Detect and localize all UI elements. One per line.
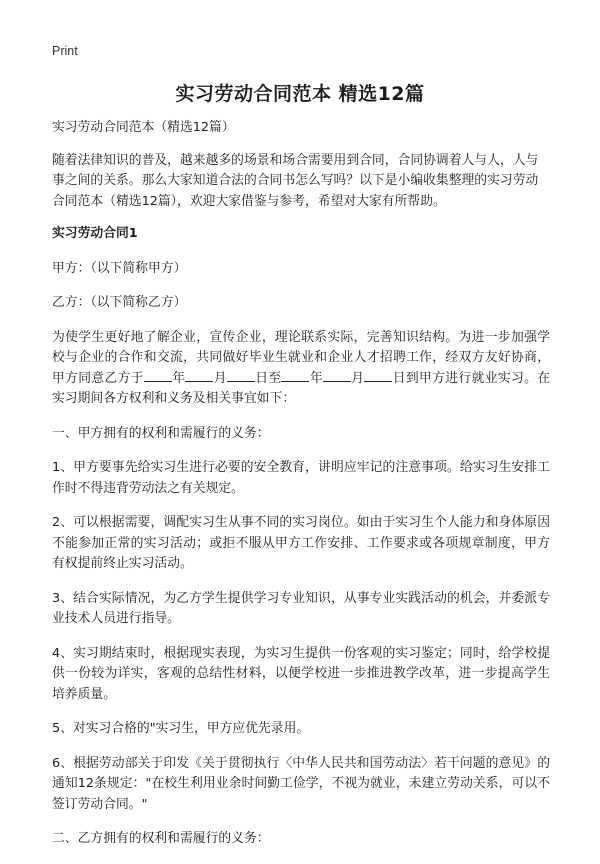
blank-field	[144, 369, 172, 382]
month-label: 月	[350, 370, 365, 386]
month-label: 月	[213, 370, 227, 386]
section-heading: 实习劳动合同1	[52, 226, 138, 241]
year-label: 年	[309, 370, 323, 386]
blank-field	[364, 369, 392, 382]
purpose-paragraph	[52, 328, 550, 410]
purpose-text-end: 日到甲方进行就业实习。在实习期间各方权利和义务及相关事宜如下：	[52, 370, 551, 406]
blank-field	[227, 369, 255, 382]
clause-1: 1、甲方要事先给实习生进行必要的安全教育，讲明应牢记的注意事项。给实习生安排工作时不得违背劳动法之有关规定。	[52, 460, 550, 496]
clause-2: 2、可以根据需要，调配实习生从事不同的实习岗位。如由于实习生个人能力和身体原因不能参加正常的实习活动；或拒不服从甲方工作安排、工作要求或各项规章制度，甲方有权提前终止实习活动。	[52, 515, 550, 571]
party-a-line: 甲方：（以下简称甲方）	[52, 260, 187, 276]
blank-field	[185, 369, 213, 382]
document-subtitle: 实习劳动合同范本（精选12篇）	[52, 120, 235, 135]
purpose-text-start: 为使学生更好地了解企业，宣传企业，理论联系实际，完善知识结构。为进一步加强学校与企业的合作和交流，共同做好毕业生就业和企业人才招聘工作，经双方友好协商，甲方同意乙方于	[52, 329, 550, 386]
day-label: 日至	[254, 370, 282, 386]
blank-field	[281, 369, 309, 382]
page-title: 实习劳动合同范本 精选12篇	[175, 83, 425, 105]
clause-4: 4、实习期结束时，根据现实表现，为实习生提供一份客观的实习鉴定；同时，给学校提供一份较为详实，客观的总结性材料，以便学校进一步推进教学改革，进一步提高学生培养质量。	[52, 645, 550, 702]
document-body	[52, 118, 550, 864]
party-a-obligations-heading: 一、甲方拥有的权利和需履行的义务：	[52, 425, 270, 441]
year-label: 年	[171, 370, 186, 386]
clause-3: 3、结合实际情况，为乙方学生提供学习专业知识，从事专业实践活动的机会，并委派专业技术人员进行指导。	[52, 590, 550, 626]
blank-field	[323, 369, 351, 382]
party-b-line: 乙方：（以下简称乙方）	[52, 295, 187, 310]
party-b-obligations-heading: 二、乙方拥有的权利和需履行的义务：	[52, 831, 270, 846]
print-link[interactable]: Print	[52, 44, 78, 58]
clause-5: 5、对实习合格的"实习生，甲方应优先录用。	[52, 721, 310, 736]
intro-paragraph: 随着法律知识的普及，越来越多的场景和场合需要用到合同，合同协调着人与人，人与事之间的关系。那么大家知道合法的合同书怎么写吗？以下是小编收集整理的实习劳动合同范本（精选12篇），欢迎大家借鉴与参考，希望对大家有所帮助。	[52, 152, 539, 209]
clause-6: 6、根据劳动部关于印发《关于贯彻执行〈中华人民共和国劳动法〉若干问题的意见》的通知12条规定："在校生利用业余时间勤工俭学，不视为就业，未建立劳动关系，可以不签订劳动合同。"	[52, 755, 550, 812]
